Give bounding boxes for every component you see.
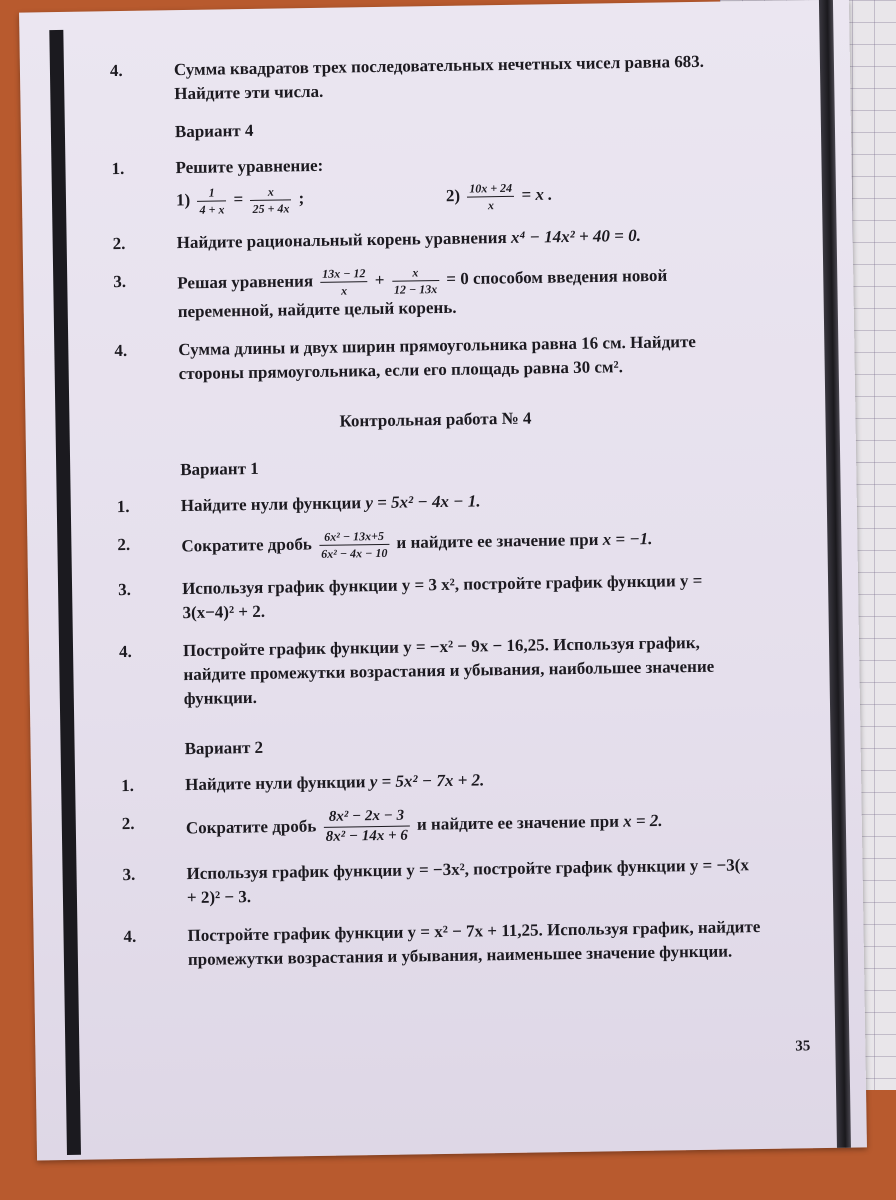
task-number: 1. [116, 496, 130, 517]
equation-tail: = x . [521, 184, 553, 205]
task-text: Постройте график функции y = −x² − 9x − 16,25. Используя график, найдите промежутки возрастания и убывания, наибольшее значение функции. [182, 632, 715, 709]
fraction [467, 181, 514, 213]
denominator: x [487, 198, 495, 213]
task-number: 4. [109, 60, 123, 81]
task-number: 3. [113, 271, 127, 292]
task-number: 3. [122, 864, 136, 885]
task-number: 4. [118, 641, 132, 662]
task-item [117, 485, 757, 519]
task-item [121, 764, 761, 798]
plus-sign: + [374, 270, 385, 290]
denominator: 4 + x [199, 202, 225, 217]
denominator: 8x² − 14x + 6 [325, 827, 408, 845]
equation-option-1 [176, 182, 446, 217]
task-item [117, 523, 757, 564]
task-item [123, 915, 764, 973]
task-text: Используя график функции y = −3x², постройте график функции y = −3(x + 2)² − 3. [186, 855, 750, 908]
section-title: Контрольная работа № 4 [339, 408, 532, 431]
task-text: Сократите дробь [185, 816, 317, 838]
task-text-continued: = 0 способом введения новой переменной, найдите целый корень. [177, 265, 668, 322]
numerator: 10x + 24 [467, 181, 514, 198]
fraction [392, 265, 440, 297]
task-item [119, 630, 760, 712]
task-number: 4. [123, 926, 137, 947]
page-spine-shadow [49, 30, 81, 1155]
numerator: x [250, 184, 291, 201]
task-number: 2. [112, 233, 126, 254]
task-item [118, 568, 759, 626]
denominator: 6x² − 4x − 10 [321, 545, 388, 561]
task-number: 1. [121, 775, 135, 796]
task-item [113, 260, 754, 325]
task-item [114, 329, 755, 387]
textbook-page [19, 0, 867, 1160]
task-text: Сократите дробь [181, 534, 312, 556]
task-item [122, 802, 763, 849]
task-text: Решая уравнения [177, 271, 314, 293]
numerator: 1 [197, 185, 226, 201]
semicolon: ; [298, 188, 305, 208]
task-number: 4. [114, 340, 128, 361]
equation: x = 2. [623, 810, 663, 831]
task-text: Найдите нули функции [185, 772, 366, 795]
variant-heading: Вариант 1 [180, 458, 259, 480]
variant-heading: Вариант 2 [184, 737, 264, 759]
numerator: 6x² − 13x+5 [319, 529, 389, 546]
task-item [122, 853, 763, 911]
option-label: 1) [175, 190, 191, 210]
page-number: 35 [795, 1038, 811, 1055]
option-label: 2) [445, 186, 461, 206]
task-text-continued: и найдите ее значение при [396, 529, 599, 553]
task-text: Сумма длины и двух ширин прямоугольника равна 16 см. Найдите стороны прямоугольника, если его площадь равна 30 см². [178, 331, 697, 384]
equation: x = −1. [602, 529, 653, 549]
variant-heading: Вариант 4 [174, 120, 254, 142]
denominator: 12 − 13x [393, 282, 438, 297]
task-text: Сумма квадратов трех последовательных нечетных чисел равна 683. Найдите эти числа. [173, 51, 705, 104]
equation: y = 5x² − 4x − 1. [365, 491, 481, 513]
fraction [319, 529, 390, 561]
denominator: 25 + 4x [252, 201, 290, 216]
fraction [320, 266, 368, 298]
equation: y = 5x² − 7x + 2. [369, 770, 485, 792]
task-number: 3. [117, 579, 132, 600]
numerator: 13x − 12 [320, 266, 368, 283]
equation-options [176, 177, 752, 217]
task-number: 2. [121, 813, 135, 834]
task-text: Постройте график функции y = x² − 7x + 11,25. Используя график, найдите промежутки возрастания и убывания, наименьшее значение функции. [187, 917, 761, 970]
numerator: 8x² − 2x − 3 [323, 808, 409, 828]
equation-option-2 [446, 180, 553, 213]
equation: x⁴ − 14x² + 40 = 0. [510, 225, 642, 247]
task-text: Используя график функции y = 3 x², постройте график функции y = 3(x−4)² + 2. [181, 570, 703, 623]
fraction [197, 185, 226, 216]
page-edge-shadow [819, 0, 851, 1148]
task-text: Найдите рациональный корень уравнения [176, 227, 507, 253]
fraction [323, 808, 410, 846]
denominator: x [341, 283, 348, 298]
task-text-continued: и найдите ее значение при [416, 811, 620, 834]
task-text: Найдите нули функции [180, 493, 362, 516]
task-text: Решите уравнение: [175, 155, 324, 178]
task-number: 1. [111, 158, 125, 179]
numerator: x [392, 265, 440, 282]
fraction [250, 184, 291, 216]
task-item [112, 222, 752, 256]
equals-sign: = [233, 189, 244, 209]
task-item [111, 147, 752, 218]
page-content [110, 49, 764, 987]
task-item [110, 49, 751, 107]
task-number: 2. [117, 534, 131, 555]
